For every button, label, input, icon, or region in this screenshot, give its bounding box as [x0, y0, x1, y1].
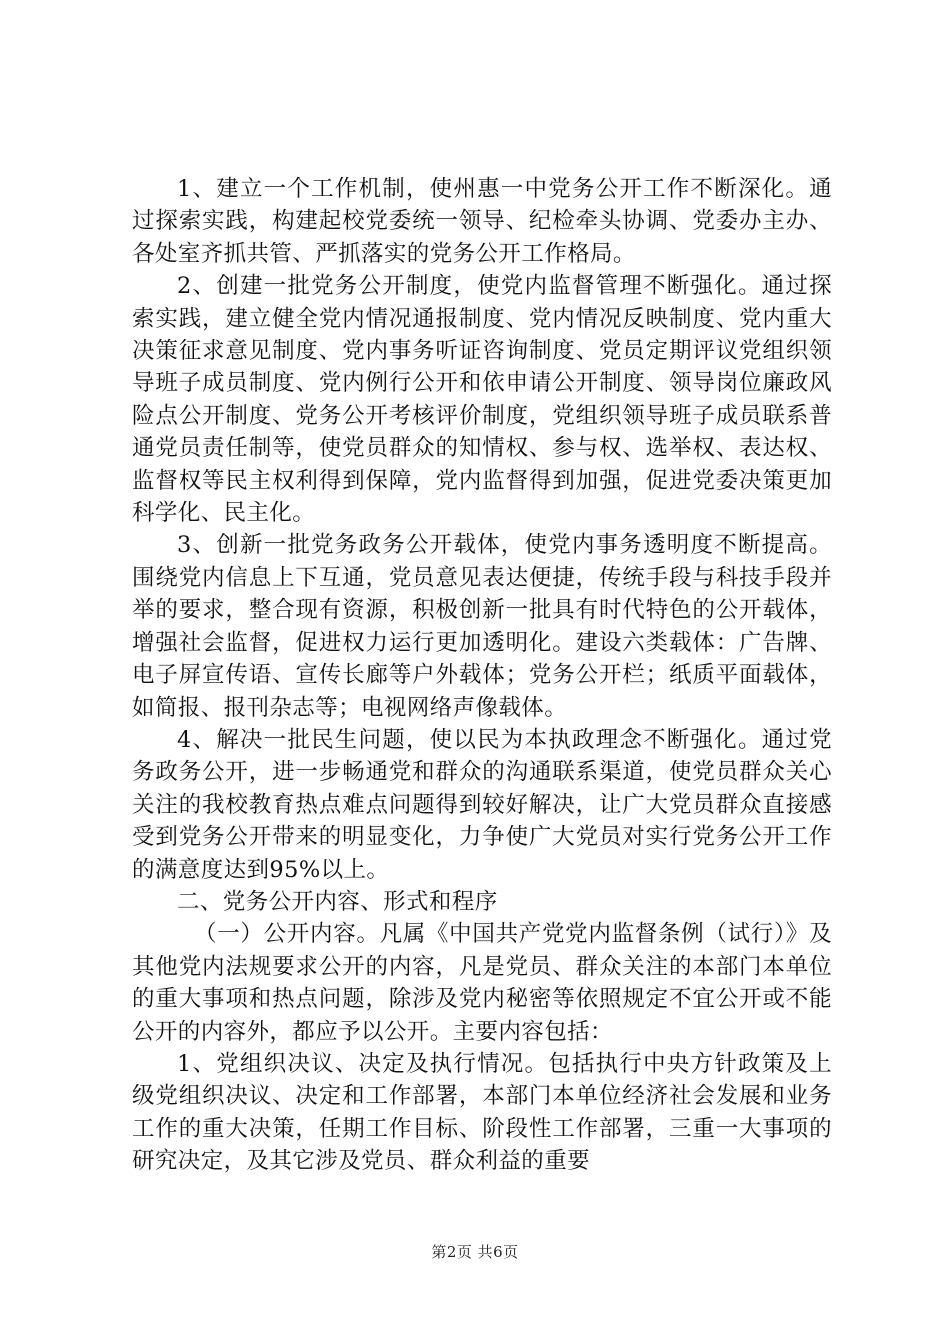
page-number-footer: 第2页 共6页 [431, 1243, 519, 1261]
paragraph-content-intro: （一）公开内容。凡属《中国共产党党内监督条例（试行）》及其他党内法规要求公开的内容，凡是党员、群众关注的本部门本单位的重大事项和热点问题，除涉及党内秘密等依照规定不宜公开或不能公开的内容外，都应予以公开。主要内容包括： [132, 921, 832, 1045]
paragraph-goal-1: 1、建立一个工作机制，使州惠一中党务公开工作不断深化。通过探索实践，构建起校党委统一领导、纪检牵头协调、党委办主办、各处室齐抓共管、严抓落实的党务公开工作格局。 [132, 176, 832, 267]
section-heading: 二、党务公开内容、形式和程序 [177, 888, 498, 915]
paragraph-content-item-1: 1、党组织决议、决定及执行情况。包括执行中央方针政策及上级党组织决议、决定和工作部署，本部门本单位经济社会发展和业务工作的重大决策，任期工作目标、阶段性工作部署，三重一大事项的研究决定，及其它涉及党员、群众利益的重要 [132, 1050, 832, 1175]
paragraph-goal-2: 2、创建一批党务公开制度，使党内监督管理不断强化。通过探索实践，建立健全党内情况通报制度、党内情况反映制度、党内重大决策征求意见制度、党内事务听证咨询制度、党员定期评议党组织领导班子成员制度、党内例行公开和依申请公开制度、领导岗位廉政风险点公开制度、党务公开考核评价制度，党组织领导班子成员联系普通党员责任制等，使党员群众的知情权、参与权、选举权、表达权、监督权等民主权利得到保障，党内监督得到加强，促进党委决策更加科学化、民主化。 [132, 273, 832, 527]
document-body [132, 173, 832, 1178]
paragraph-goal-4: 4、解决一批民生问题，使以民为本执政理念不断强化。通过党务政务公开，进一步畅通党和群众的沟通联系渠道，使党员群众关心关注的我校教育热点难点问题得到较好解决，让广大党员群众直接感受到党务公开带来的明显变化，力争使广大党员对实行党务公开工作的满意度达到95%以上。 [132, 726, 832, 883]
paragraph-goal-3: 3、创新一批党务政务公开载体，使党内事务透明度不断提高。围绕党内信息上下互通，党员意见表达便捷，传统手段与科技手段并举的要求，整合现有资源，积极创新一批具有时代特色的公开载体，增强社会监督，促进权力运行更加透明化。建设六类载体：广告牌、电子屏宣传语、宣传长廊等户外载体；党务公开栏；纸质平面载体，如简报、报刊杂志等；电视网络声像载体。 [132, 532, 832, 721]
